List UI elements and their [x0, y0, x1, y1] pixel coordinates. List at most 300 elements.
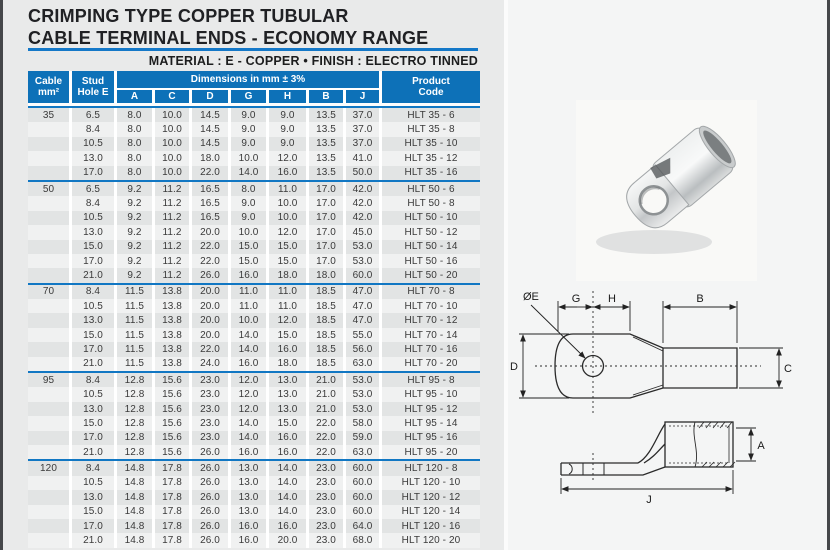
dimension-cell: 23.0 — [309, 505, 343, 519]
dimension-cell: 16.0 — [231, 268, 266, 282]
header-dim-b: B — [309, 90, 343, 103]
dimension-cell: 11.2 — [155, 254, 189, 268]
dimension-cell: 14.8 — [117, 476, 152, 490]
dimension-cell: 6.5 — [72, 108, 114, 122]
dimension-cell: 11.2 — [155, 196, 189, 210]
dimension-cell: 53.0 — [346, 254, 379, 268]
dimension-cell: 9.0 — [231, 211, 266, 225]
cable-size-cell — [28, 225, 69, 239]
dimension-cell: 15.0 — [269, 416, 306, 430]
table-row — [28, 313, 480, 327]
dimension-cell: 18.5 — [309, 313, 343, 327]
product-code-cell: HLT 95 - 16 — [382, 431, 480, 445]
dimension-cell: 26.0 — [192, 505, 228, 519]
table-row — [28, 254, 480, 268]
cable-size-cell — [28, 166, 69, 180]
table-row — [28, 387, 480, 401]
technical-drawing — [503, 283, 830, 550]
dimension-cell: 23.0 — [309, 461, 343, 475]
dimension-cell: 15.0 — [72, 416, 114, 430]
page-title-line2: CABLE TERMINAL ENDS - ECONOMY RANGE — [28, 28, 429, 48]
dimension-cell: 13.5 — [309, 122, 343, 136]
table-row — [28, 402, 480, 416]
dimension-cell: 17.0 — [72, 254, 114, 268]
table-row — [28, 108, 480, 122]
dimension-cell: 12.0 — [231, 373, 266, 387]
label-c: C — [784, 363, 792, 375]
table-group-95 — [28, 371, 480, 459]
dimension-cell: 16.0 — [269, 342, 306, 356]
dimension-cell: 21.0 — [309, 402, 343, 416]
table-row — [28, 166, 480, 180]
dimension-cell: 9.0 — [231, 137, 266, 151]
dimension-cell: 13.5 — [309, 137, 343, 151]
product-code-cell: HLT 95 - 8 — [382, 373, 480, 387]
title-underline — [28, 48, 478, 51]
top-view-dimensions — [519, 301, 783, 398]
product-code-cell: HLT 50 - 12 — [382, 225, 480, 239]
dimension-cell: 8.4 — [72, 373, 114, 387]
top-view-labels — [510, 291, 792, 375]
dimension-cell: 14.8 — [117, 519, 152, 533]
table-row — [28, 211, 480, 225]
dimension-cell: 11.5 — [117, 285, 152, 299]
dimension-cell: 13.5 — [309, 108, 343, 122]
dimension-cell: 18.0 — [309, 268, 343, 282]
product-code-cell: HLT 35 - 12 — [382, 151, 480, 165]
dimension-cell: 64.0 — [346, 519, 379, 533]
table-row — [28, 357, 480, 371]
dimension-cell: 13.8 — [155, 328, 189, 342]
dimension-cell: 15.6 — [155, 402, 189, 416]
label-h: H — [608, 293, 616, 305]
dimension-cell: 10.5 — [72, 137, 114, 151]
cable-size-cell — [28, 505, 69, 519]
dimension-cell: 68.0 — [346, 533, 379, 547]
dimension-cell: 15.6 — [155, 445, 189, 459]
dimension-cell: 13.0 — [72, 151, 114, 165]
dimension-cell: 41.0 — [346, 151, 379, 165]
dimension-cell: 53.0 — [346, 240, 379, 254]
dimension-cell: 58.0 — [346, 416, 379, 430]
dimension-cell: 22.0 — [192, 166, 228, 180]
product-code-cell: HLT 50 - 20 — [382, 268, 480, 282]
dimension-cell: 9.0 — [269, 122, 306, 136]
dimension-cell: 21.0 — [72, 357, 114, 371]
dimension-cell: 14.0 — [231, 431, 266, 445]
cable-size-cell — [28, 313, 69, 327]
dimension-cell: 14.0 — [231, 166, 266, 180]
product-code-cell: HLT 95 - 10 — [382, 387, 480, 401]
dimension-cell: 15.0 — [231, 240, 266, 254]
dimension-cell: 10.0 — [155, 151, 189, 165]
table-row — [28, 182, 480, 196]
cable-size-cell: 95 — [28, 373, 69, 387]
dimension-cell: 21.0 — [72, 445, 114, 459]
dimension-cell: 14.5 — [192, 122, 228, 136]
dimension-cell: 6.5 — [72, 182, 114, 196]
dimension-cell: 23.0 — [309, 476, 343, 490]
header-dim-c: C — [155, 90, 189, 103]
dimension-cell: 12.0 — [269, 313, 306, 327]
dimension-cell: 24.0 — [192, 357, 228, 371]
table-group-50 — [28, 180, 480, 283]
dimension-cell: 13.8 — [155, 299, 189, 313]
dimension-cell: 23.0 — [192, 431, 228, 445]
dimension-cell: 13.0 — [269, 387, 306, 401]
dimension-cell: 22.0 — [309, 431, 343, 445]
dimension-cell: 8.0 — [117, 122, 152, 136]
dimension-cell: 11.0 — [269, 285, 306, 299]
dimension-cell: 9.2 — [117, 268, 152, 282]
dimension-cell: 22.0 — [309, 445, 343, 459]
product-code-cell: HLT 50 - 14 — [382, 240, 480, 254]
dimension-cell: 10.0 — [155, 108, 189, 122]
dimension-cell: 17.8 — [155, 476, 189, 490]
label-j: J — [646, 494, 652, 506]
dimension-cell: 10.5 — [72, 299, 114, 313]
dimension-cell: 15.6 — [155, 416, 189, 430]
centerlines — [535, 291, 761, 481]
dimension-cell: 12.8 — [117, 402, 152, 416]
dimension-cell: 60.0 — [346, 268, 379, 282]
dimension-cell: 15.0 — [231, 254, 266, 268]
dimension-cell: 13.0 — [231, 505, 266, 519]
table-row — [28, 151, 480, 165]
label-g: G — [571, 293, 581, 305]
dimension-cell: 20.0 — [192, 285, 228, 299]
side-view-labels — [646, 440, 765, 506]
dimension-cell: 10.0 — [231, 313, 266, 327]
dimension-cell: 56.0 — [346, 342, 379, 356]
dimension-cell: 15.0 — [72, 328, 114, 342]
table-row — [28, 225, 480, 239]
dimension-cell: 10.5 — [72, 211, 114, 225]
dimension-cell: 21.0 — [72, 268, 114, 282]
cable-size-cell — [28, 328, 69, 342]
dimension-cell: 9.0 — [269, 108, 306, 122]
table-row — [28, 431, 480, 445]
table-row — [28, 122, 480, 136]
dimension-cell: 16.0 — [269, 445, 306, 459]
cable-size-cell — [28, 387, 69, 401]
dimension-cell: 11.0 — [231, 299, 266, 313]
cable-size-cell: 35 — [28, 108, 69, 122]
cable-size-cell — [28, 402, 69, 416]
table-row — [28, 416, 480, 430]
dimension-cell: 22.0 — [309, 416, 343, 430]
dimension-cell: 11.5 — [117, 342, 152, 356]
dimension-cell: 12.8 — [117, 387, 152, 401]
dimension-cell: 12.8 — [117, 373, 152, 387]
dimension-cell: 10.0 — [269, 211, 306, 225]
cable-size-cell — [28, 490, 69, 504]
dimension-cell: 11.2 — [155, 182, 189, 196]
label-a: A — [757, 440, 765, 452]
dimension-cell: 21.0 — [309, 387, 343, 401]
dimension-cell: 9.0 — [231, 108, 266, 122]
dimension-cell: 13.0 — [72, 313, 114, 327]
dimension-cell: 16.0 — [231, 445, 266, 459]
dimension-cell: 13.5 — [309, 166, 343, 180]
table-row — [28, 328, 480, 342]
dimension-cell: 12.0 — [269, 151, 306, 165]
cable-size-cell — [28, 122, 69, 136]
dimension-cell: 17.8 — [155, 461, 189, 475]
dimension-cell: 23.0 — [192, 402, 228, 416]
dimension-cell: 17.0 — [309, 240, 343, 254]
dimension-cell: 10.0 — [231, 151, 266, 165]
dimension-cell: 16.5 — [192, 182, 228, 196]
dimension-cell: 13.0 — [231, 461, 266, 475]
cable-size-cell — [28, 342, 69, 356]
dimension-cell: 13.8 — [155, 342, 189, 356]
dimension-cell: 17.0 — [309, 211, 343, 225]
dimension-cell: 17.8 — [155, 519, 189, 533]
dimension-cell: 17.0 — [309, 196, 343, 210]
dimension-cell: 53.0 — [346, 387, 379, 401]
dimension-cell: 18.0 — [269, 268, 306, 282]
dimension-cell: 17.8 — [155, 505, 189, 519]
dimension-cell: 11.2 — [155, 240, 189, 254]
product-code-cell: HLT 35 - 8 — [382, 122, 480, 136]
dimension-cell: 11.0 — [269, 299, 306, 313]
table-row — [28, 445, 480, 459]
cable-size-cell — [28, 151, 69, 165]
dimension-cell: 12.0 — [231, 402, 266, 416]
dimension-cell: 11.0 — [231, 285, 266, 299]
product-photo — [576, 100, 757, 281]
dimension-cell: 18.0 — [269, 357, 306, 371]
dimension-cell: 26.0 — [192, 445, 228, 459]
dimension-cell: 14.8 — [117, 505, 152, 519]
cable-size-cell: 120 — [28, 461, 69, 475]
dimension-cell: 47.0 — [346, 285, 379, 299]
table-row — [28, 240, 480, 254]
dimension-cell: 15.0 — [269, 254, 306, 268]
product-code-cell: HLT 50 - 10 — [382, 211, 480, 225]
dimension-cell: 13.5 — [309, 151, 343, 165]
cable-size-cell — [28, 416, 69, 430]
dimension-cell: 50.0 — [346, 166, 379, 180]
dimension-cell: 10.0 — [269, 196, 306, 210]
dimension-cell: 21.0 — [309, 373, 343, 387]
header-product-code: Product Code — [382, 71, 480, 103]
dimension-cell: 63.0 — [346, 357, 379, 371]
table-row — [28, 373, 480, 387]
product-code-cell: HLT 95 - 20 — [382, 445, 480, 459]
dimension-cell: 9.0 — [231, 196, 266, 210]
product-code-cell: HLT 50 - 16 — [382, 254, 480, 268]
product-code-cell: HLT 120 - 10 — [382, 476, 480, 490]
product-code-cell: HLT 95 - 12 — [382, 402, 480, 416]
dimension-cell: 13.0 — [269, 373, 306, 387]
dimension-cell: 17.0 — [309, 254, 343, 268]
dimension-cell: 8.4 — [72, 196, 114, 210]
dimension-cell: 8.4 — [72, 285, 114, 299]
table-row — [28, 533, 480, 547]
dimension-cell: 9.0 — [269, 137, 306, 151]
dimension-cell: 16.0 — [269, 519, 306, 533]
dimension-cell: 18.5 — [309, 285, 343, 299]
dimension-cell: 11.5 — [117, 299, 152, 313]
dimension-cell: 12.8 — [117, 445, 152, 459]
dimension-cell: 14.8 — [117, 461, 152, 475]
product-code-cell: HLT 70 - 20 — [382, 357, 480, 371]
dimension-cell: 59.0 — [346, 431, 379, 445]
dimension-cell: 10.5 — [72, 387, 114, 401]
dimension-table — [28, 71, 480, 548]
dimension-cell: 23.0 — [309, 519, 343, 533]
dimension-cell: 13.0 — [231, 476, 266, 490]
cable-size-cell — [28, 476, 69, 490]
dimension-diagram — [503, 283, 830, 550]
dimension-cell: 15.0 — [269, 328, 306, 342]
dimension-cell: 17.0 — [72, 431, 114, 445]
dimension-cell: 14.0 — [269, 505, 306, 519]
dimension-cell: 10.0 — [231, 225, 266, 239]
cable-size-cell: 70 — [28, 285, 69, 299]
cable-size-cell — [28, 254, 69, 268]
side-view-outline — [561, 422, 735, 475]
product-code-cell: HLT 70 - 12 — [382, 313, 480, 327]
dimension-cell: 14.5 — [192, 108, 228, 122]
label-b: B — [696, 293, 704, 305]
dimension-cell: 18.5 — [309, 328, 343, 342]
dimension-cell: 18.5 — [309, 357, 343, 371]
dimension-cell: 42.0 — [346, 211, 379, 225]
dimension-cell: 42.0 — [346, 196, 379, 210]
header-dim-g: G — [231, 90, 266, 103]
dimension-cell: 11.5 — [117, 328, 152, 342]
dimension-cell: 9.2 — [117, 211, 152, 225]
dimension-cell: 16.0 — [231, 533, 266, 547]
dimension-cell: 47.0 — [346, 299, 379, 313]
dimension-cell: 11.2 — [155, 225, 189, 239]
dimension-cell: 63.0 — [346, 445, 379, 459]
dimension-cell: 60.0 — [346, 505, 379, 519]
dimension-cell: 20.0 — [192, 328, 228, 342]
dimension-cell: 8.0 — [117, 166, 152, 180]
product-code-cell: HLT 70 - 14 — [382, 328, 480, 342]
dimension-cell: 13.0 — [231, 490, 266, 504]
product-code-cell: HLT 120 - 14 — [382, 505, 480, 519]
dimension-cell: 20.0 — [269, 533, 306, 547]
dimension-cell: 12.8 — [117, 416, 152, 430]
side-view-dimensions — [561, 428, 756, 494]
dimension-cell: 15.6 — [155, 431, 189, 445]
label-hole-dia: ØE — [523, 291, 539, 303]
cable-size-cell — [28, 445, 69, 459]
table-row — [28, 342, 480, 356]
product-code-cell: HLT 95 - 14 — [382, 416, 480, 430]
dimension-cell: 15.0 — [72, 505, 114, 519]
dimension-cell: 9.2 — [117, 240, 152, 254]
dimension-cell: 11.2 — [155, 268, 189, 282]
dimension-cell: 17.0 — [309, 182, 343, 196]
dimension-cell: 37.0 — [346, 122, 379, 136]
dimension-cell: 11.2 — [155, 211, 189, 225]
page-title — [28, 5, 480, 49]
table-row — [28, 268, 480, 282]
product-code-cell: HLT 35 - 10 — [382, 137, 480, 151]
dimension-cell: 47.0 — [346, 313, 379, 327]
dimension-cell: 18.5 — [309, 342, 343, 356]
dimension-cell: 26.0 — [192, 476, 228, 490]
dimension-cell: 17.0 — [72, 519, 114, 533]
dimension-cell: 37.0 — [346, 137, 379, 151]
dimension-cell: 14.0 — [269, 490, 306, 504]
table-header — [28, 71, 480, 103]
dimension-cell: 26.0 — [192, 268, 228, 282]
dimension-cell: 22.0 — [192, 240, 228, 254]
dimension-cell: 13.8 — [155, 313, 189, 327]
page-title-line1: CRIMPING TYPE COPPER TUBULAR — [28, 6, 349, 26]
product-code-cell: HLT 35 - 6 — [382, 108, 480, 122]
dimension-cell: 13.0 — [72, 490, 114, 504]
material-note: MATERIAL : E - COPPER • FINISH : ELECTRO TINNED — [148, 54, 478, 68]
dimension-cell: 17.0 — [72, 166, 114, 180]
terminal-lug-photo-illustration — [576, 100, 757, 281]
dimension-cell: 14.8 — [117, 490, 152, 504]
dimension-cell: 13.0 — [72, 402, 114, 416]
dimension-cell: 60.0 — [346, 461, 379, 475]
dimension-cell: 60.0 — [346, 490, 379, 504]
dimension-cell: 14.0 — [231, 328, 266, 342]
header-dimensions-span: Dimensions in mm ± 3% — [117, 71, 379, 88]
table-body — [28, 106, 480, 548]
dimension-cell: 9.2 — [117, 196, 152, 210]
dimension-cell: 15.0 — [72, 240, 114, 254]
dimension-cell: 9.2 — [117, 182, 152, 196]
product-code-cell: HLT 120 - 20 — [382, 533, 480, 547]
table-row — [28, 490, 480, 504]
dimension-cell: 9.2 — [117, 254, 152, 268]
cable-size-cell — [28, 519, 69, 533]
header-dim-d: D — [192, 90, 228, 103]
table-group-70 — [28, 283, 480, 371]
dimension-cell: 10.0 — [155, 166, 189, 180]
dimension-cell: 15.0 — [269, 240, 306, 254]
dimension-cell: 15.6 — [155, 387, 189, 401]
dimension-cell: 16.0 — [269, 166, 306, 180]
dimension-cell: 23.0 — [192, 373, 228, 387]
dimension-cell: 10.0 — [155, 122, 189, 136]
dimension-cell: 26.0 — [192, 461, 228, 475]
product-code-cell: HLT 35 - 16 — [382, 166, 480, 180]
dimension-cell: 14.0 — [231, 416, 266, 430]
table-row — [28, 285, 480, 299]
product-code-cell: HLT 70 - 8 — [382, 285, 480, 299]
cable-size-cell — [28, 240, 69, 254]
product-code-cell: HLT 120 - 12 — [382, 490, 480, 504]
dimension-cell: 18.0 — [192, 151, 228, 165]
header-cable: Cable mm² — [28, 71, 69, 103]
dimension-cell: 17.0 — [309, 225, 343, 239]
table-row — [28, 461, 480, 475]
dimension-cell: 22.0 — [192, 342, 228, 356]
dimension-cell: 53.0 — [346, 402, 379, 416]
dimension-cell: 14.8 — [117, 533, 152, 547]
dimension-cell: 26.0 — [192, 490, 228, 504]
table-group-120 — [28, 459, 480, 547]
table-row — [28, 505, 480, 519]
dimension-cell: 13.0 — [72, 225, 114, 239]
dimension-cell: 20.0 — [192, 299, 228, 313]
dimension-cell: 23.0 — [192, 416, 228, 430]
cable-size-cell — [28, 211, 69, 225]
dimension-cell: 18.5 — [309, 299, 343, 313]
